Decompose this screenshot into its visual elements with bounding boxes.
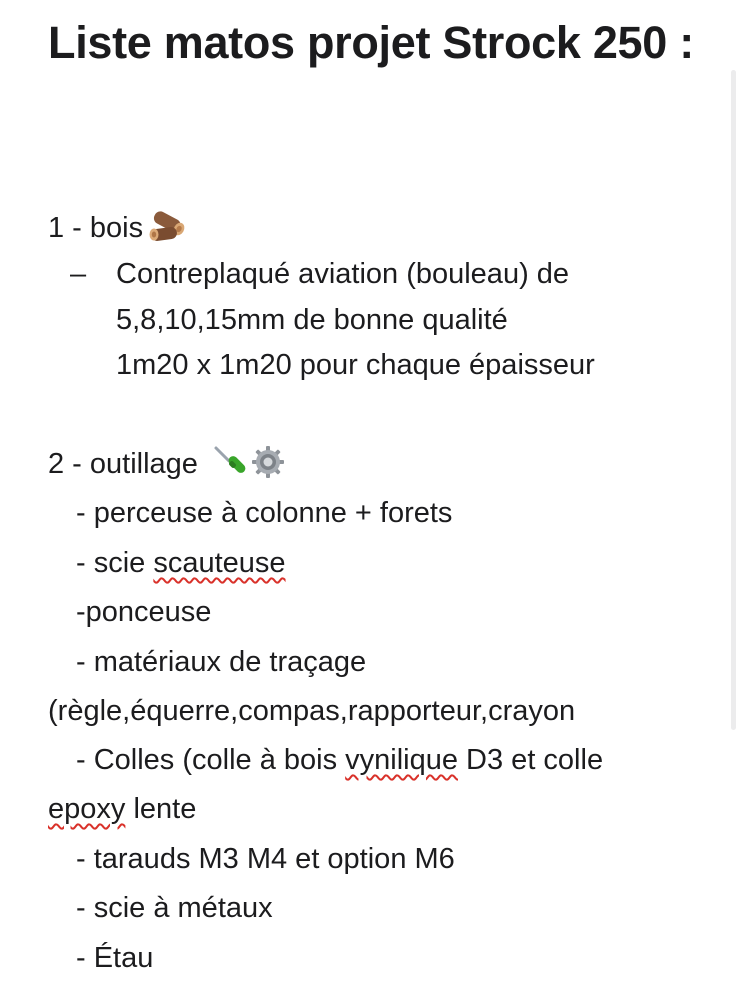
list-item-text: lente xyxy=(125,793,197,825)
list-item-text: - scie xyxy=(76,547,154,579)
list-item-contreplaque-size[interactable]: 1m20 x 1m20 pour chaque épaisseur xyxy=(116,349,595,381)
list-item-colles[interactable] xyxy=(76,740,603,780)
list-item-materiaux-cont[interactable]: (règle,équerre,compas,rapporteur,crayon xyxy=(48,695,576,727)
list-item-materiaux[interactable]: - matériaux de traçage xyxy=(76,646,367,678)
misspelled-word[interactable]: scauteuse xyxy=(153,547,286,579)
list-bullet-dash: – xyxy=(70,258,87,290)
section-heading-bois[interactable] xyxy=(48,208,187,248)
section-heading-label: 1 - bois xyxy=(48,212,144,244)
misspelled-word[interactable]: vynilique xyxy=(345,744,458,776)
list-item-contreplaque-cont[interactable]: 5,8,10,15mm de bonne qualité xyxy=(116,304,508,336)
note-title[interactable]: Liste matos projet Strock 250 : xyxy=(48,17,694,68)
gear-icon xyxy=(250,444,286,480)
misspelled-word[interactable]: epoxy xyxy=(48,793,126,825)
list-item-scie-metaux[interactable]: - scie à métaux xyxy=(76,892,273,924)
list-item-colles-cont[interactable] xyxy=(48,789,196,829)
section-heading-label: 2 - outillage xyxy=(48,448,198,480)
scrollbar[interactable] xyxy=(731,70,736,730)
screwdriver-icon xyxy=(212,444,248,480)
list-item-etau[interactable]: - Étau xyxy=(76,942,154,974)
list-item-text: D3 et colle xyxy=(458,744,604,776)
list-item-contreplaque[interactable]: Contreplaqué aviation (bouleau) de xyxy=(116,258,570,290)
list-item-tarauds[interactable]: - tarauds M3 M4 et option M6 xyxy=(76,843,455,875)
section-heading-outillage[interactable] xyxy=(48,444,286,484)
list-item-perceuse[interactable]: - perceuse à colonne + forets xyxy=(76,497,453,529)
list-item-ponceuse[interactable]: -ponceuse xyxy=(76,596,212,628)
list-item-scie-scauteuse[interactable] xyxy=(76,543,286,583)
wood-log-icon xyxy=(149,207,187,245)
list-item-text: - Colles (colle à bois xyxy=(76,744,346,776)
